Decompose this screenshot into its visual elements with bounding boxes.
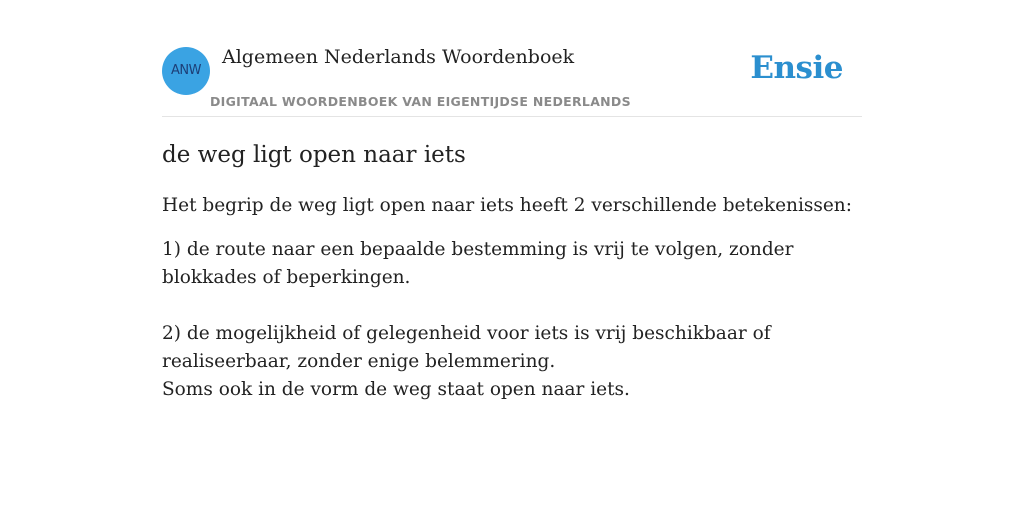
entry-term: de weg ligt open naar iets — [162, 142, 466, 168]
entry-intro: Het begrip de weg ligt open naar iets heeft 2 verschillende betekenissen: — [162, 195, 852, 216]
definition-item: 2) de mogelijkheid of gelegenheid voor iets is vrij beschikbaar of realiseerbaar, zonder enige belemmering. — [162, 323, 771, 372]
site-subtitle: DIGITAAL WOORDENBOEK VAN EIGENTIJDSE NEDERLANDS — [210, 94, 631, 109]
site-title[interactable]: Algemeen Nederlands Woordenboek — [222, 46, 575, 68]
definition-item: 1) de route naar een bepaalde bestemming is vrij te volgen, zonder blokkades of beperkingen. — [162, 239, 794, 288]
site-header — [162, 40, 862, 117]
definition-list — [162, 236, 862, 404]
anw-logo[interactable]: ANW — [162, 47, 210, 95]
entry-content — [162, 138, 862, 404]
entry-note: Soms ook in de vorm de weg staat open naar iets. — [162, 379, 630, 400]
ensie-logo-link[interactable]: Ensie — [750, 50, 843, 86]
